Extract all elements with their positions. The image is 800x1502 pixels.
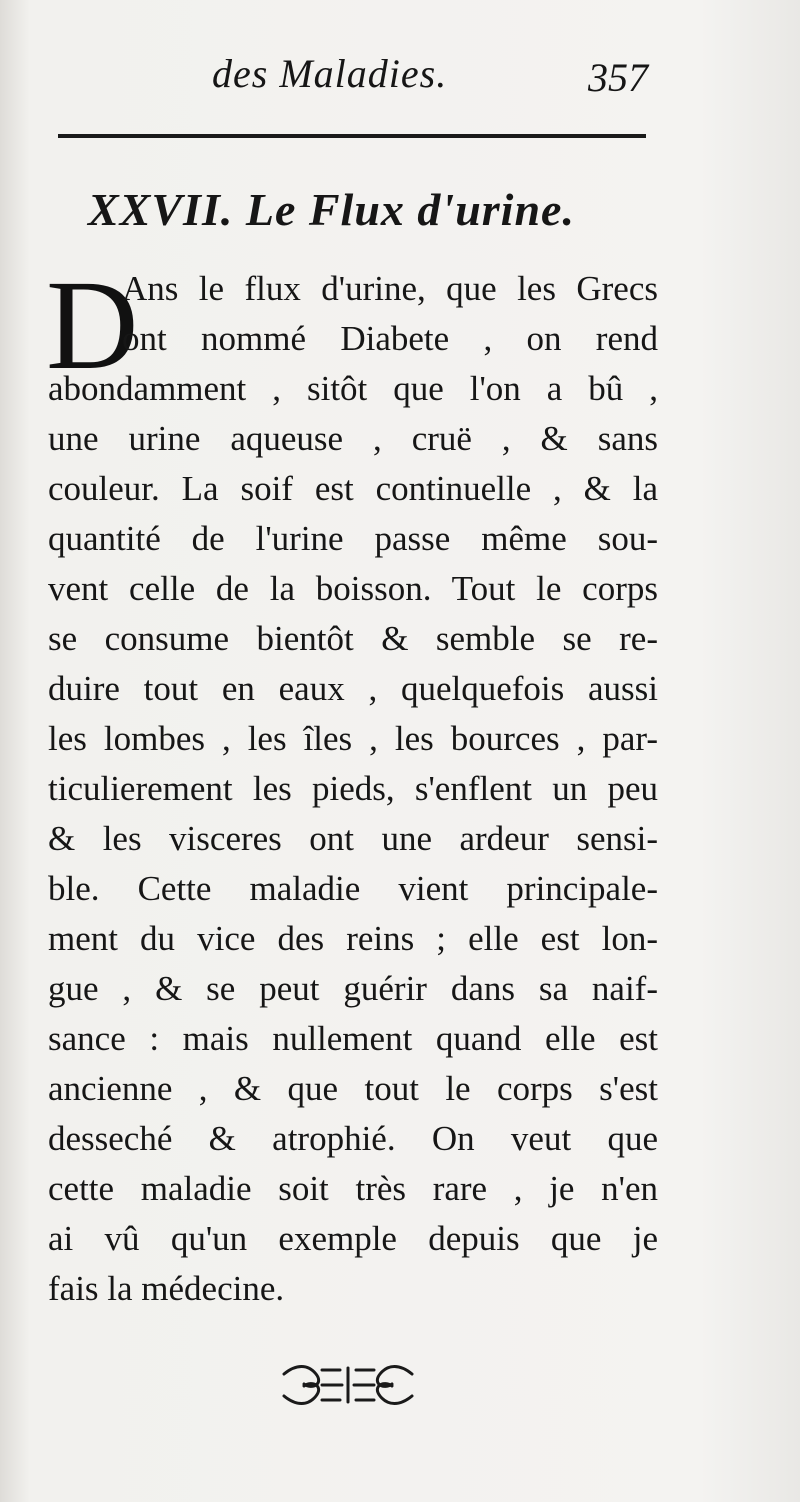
text-line: ticulierement les pieds, s'enflent un peu xyxy=(48,769,658,808)
text-line: vent celle de la boisson. Tout le corps xyxy=(48,569,658,608)
header-rule xyxy=(58,134,646,138)
text-line: & les visceres ont une ardeur sensi- xyxy=(48,819,658,858)
text-line: couleur. La soif est continuelle , & la xyxy=(48,469,658,508)
page-number: 357 xyxy=(588,55,648,100)
text-line: les lombes , les îles , les bources , par- xyxy=(48,719,658,758)
text-line: cette maladie soit très rare , je n'en xyxy=(48,1169,658,1208)
text-line: gue , & se peut guérir dans sa naif- xyxy=(48,969,658,1008)
chapter-heading: XXVII. Le Flux d'urine. xyxy=(88,184,575,235)
text-line: ai vû qu'un exemple depuis que je xyxy=(48,1219,658,1258)
text-line: ancienne , & que tout le corps s'est xyxy=(48,1069,658,1108)
printers-ornament-icon xyxy=(278,1360,418,1410)
running-head xyxy=(0,50,800,100)
text-line: ble. Cette maladie vient principale- xyxy=(48,869,658,908)
drop-cap: D xyxy=(46,254,139,396)
text-line: desseché & atrophié. On veut que xyxy=(48,1119,658,1158)
text-line: duire tout en eaux , quelquefois aussi xyxy=(48,669,658,708)
text-line: abondamment , sitôt que l'on a bû , xyxy=(48,369,658,408)
text-line: ont nommé Diabete , on rend xyxy=(122,319,658,358)
text-line: fais la médecine. xyxy=(48,1269,285,1308)
text-line: une urine aqueuse , cruë , & sans xyxy=(48,419,658,458)
text-line: se consume bientôt & semble se re- xyxy=(48,619,658,658)
body-text xyxy=(46,254,658,1314)
text-line: quantité de l'urine passe même sou- xyxy=(48,519,658,558)
text-line: sance : mais nullement quand elle est xyxy=(48,1019,658,1058)
text-line: Ans le flux d'urine, que les Grecs xyxy=(122,269,658,308)
text-line: ment du vice des reins ; elle est lon- xyxy=(48,919,658,958)
running-title: des Maladies. xyxy=(212,51,448,96)
